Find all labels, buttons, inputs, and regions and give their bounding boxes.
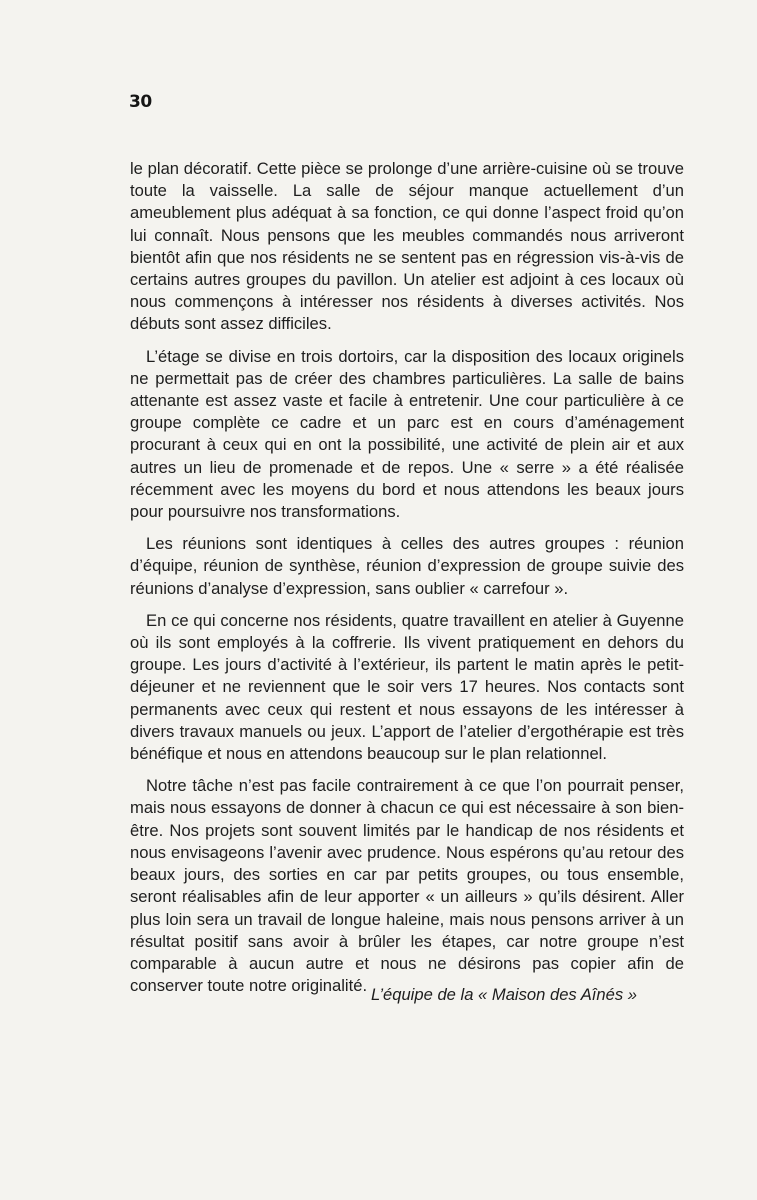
- paragraph: L’étage se divise en trois dortoirs, car la disposition des locaux originels ne permettait pas de créer des chambres particulières. La salle de bains attenante est assez vaste et facile à entretenir. Une cour particulière à ce groupe complète ce cadre et un parc est en cours d’aménagement procurant à ceux qui en ont la possibilité, une activité de plein air et aux autres un lieu de promenade et de repos. Une « serre » a été réalisée récemment avec les moyens du bord et nous attendons les beaux jours pour poursuivre nos transformations.: [130, 346, 684, 522]
- paragraph: le plan décoratif. Cette pièce se prolonge d’une arrière-cuisine où se trouve toute la vaisselle. La salle de séjour manque actuellement d’un ameublement plus adéquat à sa fonction, ce qui donne l’aspect froid qu’on lui connaît. Nous pensons que les meubles commandés nous arriveront bientôt afin que nos résidents ne se sentent pas en régression vis-à-vis de certains autres groupes du pavillon. Un atelier est adjoint à ces locaux où nous commençons à intéresser nos résidents à diverses activités. Nos débuts sont assez difficiles.: [130, 159, 684, 334]
- page-number: 30: [129, 92, 152, 112]
- signature: L’équipe de la « Maison des Aînés »: [371, 985, 637, 1004]
- paragraph: Les réunions sont identiques à celles des autres groupes : réunion d’équipe, réunion de synthèse, réunion d’expression de groupe suivie des réunions d’analyse d’expression, sans oublier « carrefour ».: [130, 534, 684, 598]
- paragraph: En ce qui concerne nos résidents, quatre travaillent en atelier à Guyenne où ils sont employés à la coffrerie. Ils vivent pratiquement en dehors du groupe. Les jours d’activité à l’extérieur, ils partent le matin après le petit-déjeuner et ne reviennent que le soir vers 17 heures. Nos contacts sont permanents avec ceux qui restent et nous essayons de les intéresser à divers travaux manuels ou jeux. L’apport de l’atelier d’ergothérapie est très bénéfique et nous en attendons beaucoup sur le plan relationnel.: [130, 610, 684, 764]
- paragraph: Notre tâche n’est pas facile contrairement à ce que l’on pourrait penser, mais nous essayons de donner à chacun ce qui est nécessaire à son bien-être. Nos projets sont souvent limités par le handicap de nos résidents et nous envisageons l’avenir avec prudence. Nous espérons qu’au retour des beaux jours, des sorties en car par petits groupes, ou tous ensemble, seront réalisables afin de leur apporter « un ailleurs » qu’ils désirent. Aller plus loin sera un travail de longue haleine, mais nous pensons arriver à un résultat positif sans avoir à brûler les étapes, car notre groupe n’est comparable à aucun autre et nous ne désirons pas copier afin de conserver toute notre originalité.: [130, 776, 684, 996]
- body-text: [130, 158, 684, 997]
